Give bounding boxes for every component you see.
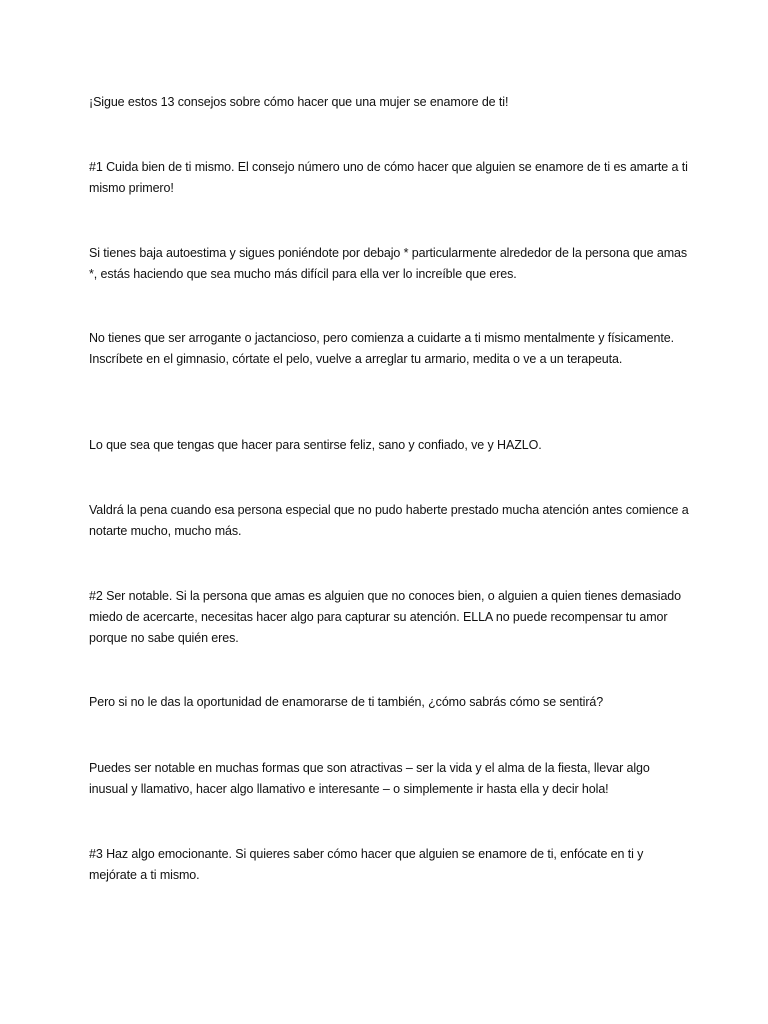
paragraph-tip-3: #3 Haz algo emocionante. Si quieres saber cómo hacer que alguien se enamore de ti, enfócate en ti y mejórate a ti mismo. (89, 847, 644, 882)
paragraph-do-it: Lo que sea que tengas que hacer para sentirse feliz, sano y confiado, ve y HAZLO. (89, 438, 542, 452)
paragraph-self-care: No tienes que ser arrogante o jactancioso, pero comienza a cuidarte a ti mismo mentalmente y físicamente. Inscríbete en el gimnasio, córtate el pelo, vuelve a arreglar tu armario, medita o ve a un terapeuta. (89, 331, 674, 366)
paragraph-notable-ways: Puedes ser notable en muchas formas que son atractivas – ser la vida y el alma de la fiesta, llevar algo inusual y llamativo, hacer algo llamativo e interesante – o simplemente ir hasta ella y decir hola! (89, 761, 650, 796)
paragraph-tip-1: #1 Cuida bien de ti mismo. El consejo número uno de cómo hacer que alguien se enamore de ti es amarte a ti mismo primero! (89, 160, 688, 195)
paragraph-opportunity: Pero si no le das la oportunidad de enamorarse de ti también, ¿cómo sabrás cómo se sentirá? (89, 695, 604, 709)
paragraph-worth-it: Valdrá la pena cuando esa persona especial que no pudo haberte prestado mucha atención antes comience a notarte mucho, mucho más. (89, 503, 689, 538)
paragraph-self-esteem: Si tienes baja autoestima y sigues poniéndote por debajo * particularmente alrededor de la persona que amas *, estás haciendo que sea mucho más difícil para ella ver lo increíble que eres. (89, 246, 688, 281)
paragraph-tip-2: #2 Ser notable. Si la persona que amas es alguien que no conoces bien, o alguien a quien tienes demasiado miedo de acercarte, necesitas hacer algo para capturar su atención. ELLA no puede recompensar tu amor porque no sabe quién eres. (89, 589, 682, 645)
paragraph-intro: ¡Sigue estos 13 consejos sobre cómo hacer que una mujer se enamore de ti! (89, 95, 509, 109)
